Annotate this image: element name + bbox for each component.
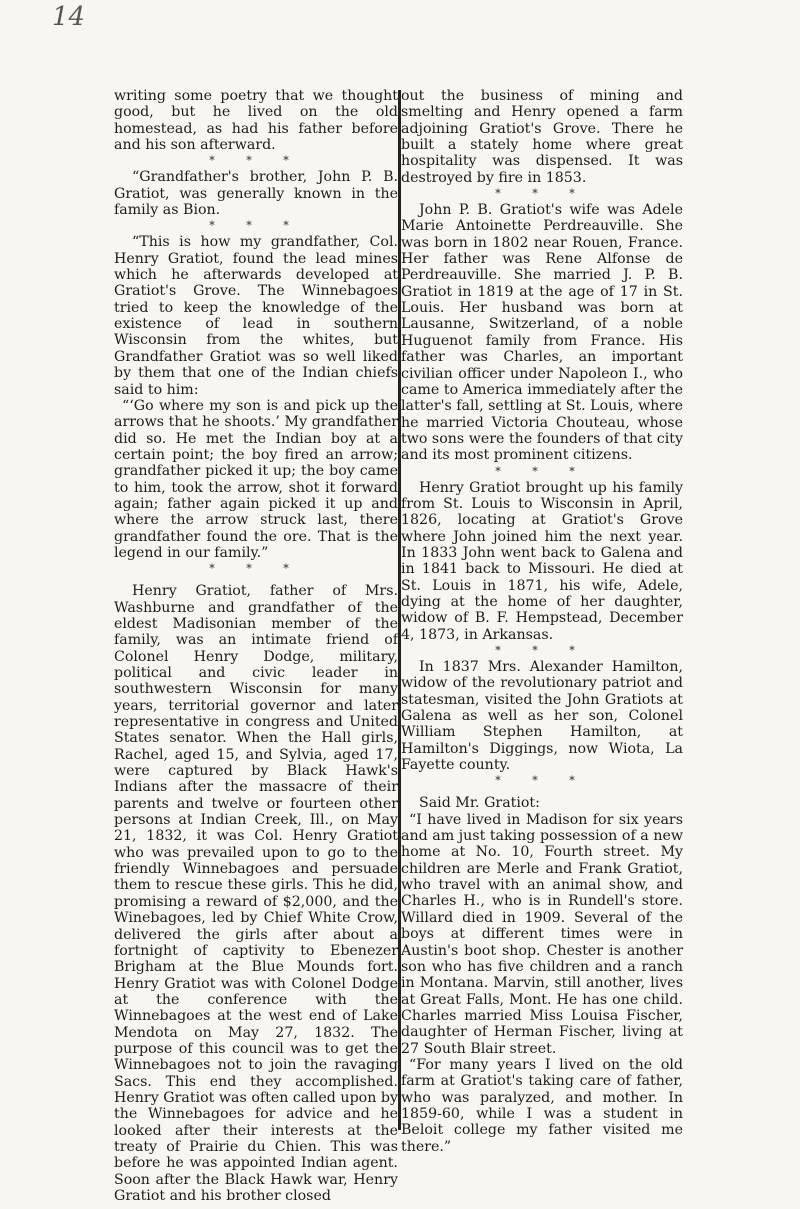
paragraph: In 1837 Mrs. Alexander Hamilton, widow of the revolutionary patriot and statesman, visited the John Gratiots at Galena as well as her son, Colonel William Stephen Hamilton, at Hamilton's Diggings, now Wiota, La Fayette county. xyxy=(401,659,683,774)
paragraph: Henry Gratiot brought up his family from St. Louis to Wisconsin in April, 1826, locating at Gratiot's Grove where John joined him the next year. In 1833 John went back to Galena and in 1841 back to Missouri. He died at St. Louis in 1871, his wife, Adele, dying at the home of her daughter, widow of B. F. Hempstead, December 4, 1873, in Arkansas. xyxy=(401,479,683,643)
page-number: 14 xyxy=(52,2,86,32)
paragraph: “I have lived in Madison for six years and am just taking possession of a new home at No. 10, Fourth street. My children are Merle and Frank Gratiot, who travel with an animal show, and Charles H., who is in Rundell's store. Willard died in 1909. Several of the boys at different times were in Austin's boot shop. Chester is another son who has five children and a ranch in Montana. Marvin, still another, lives at Great Falls, Mont. He has one child. Charles married Miss Louisa Fischer, daughter of Herman Fischer, living at 27 South Blair street. xyxy=(401,811,683,1057)
paragraph: John P. B. Gratiot's wife was Adele Marie Antoinette Perdreauville. She was born in 1802 near Rouen, France. Her father was Rene Alfonse de Perdreauville. She married J. P. B. Gratiot in 1819 at the age of 17 in St. Louis. Her husband was born at Lausanne, Switzerland, of a noble Huguenot family from France. His father was Charles, an important civilian officer under Napoleon I., who came to America immediately after the latter's fall, settling at St. Louis, where he married Victoria Chouteau, whose two sons were the founders of that city and its most prominent citizens. xyxy=(401,202,683,464)
left-column xyxy=(114,88,398,1204)
paragraph: writing some poetry that we thought good, but he lived on the old homestead, as had his father before and his son afterward. xyxy=(114,88,398,154)
section-separator: * * * xyxy=(495,774,589,788)
paragraph: “‘Go where my son is and pick up the arrows that he shoots.’ My grandfather did so. He met the Indian boy at a certain point; the boy fired an arrow; grandfather picked it up; the boy came to him, took the arrow, shot it forward again; father again picked it up and where the arrow struck last, there grandfather found the ore. That is the legend in our family.” xyxy=(114,397,398,561)
right-column xyxy=(401,88,683,1155)
section-separator: * * * xyxy=(495,187,589,201)
paragraph: out the business of mining and smelting and Henry opened a farm adjoining Gratiot's Grove. There he built a stately home where great hospitality was dispensed. It was destroyed by fire in 1853. xyxy=(401,88,683,186)
section-separator: * * * xyxy=(495,464,589,478)
section-separator: * * * xyxy=(209,562,303,576)
paragraph: “This is how my grandfather, Col. Henry Gratiot, found the lead mines which he afterwards developed at Gratiot's Grove. The Winnebagoes tried to keep the knowledge of the existence of lead in southern Wisconsin from the whites, but Grandfather Gratiot was so well liked by them that one of the Indian chiefs said to him: xyxy=(114,234,398,398)
section-separator: * * * xyxy=(209,219,303,233)
paragraph: Said Mr. Gratiot: xyxy=(419,795,540,812)
section-separator: * * * xyxy=(209,154,303,168)
paragraph: Henry Gratiot, father of Mrs. Washburne and grandfather of the eldest Madisonian member of the family, was an intimate friend of Colonel Henry Dodge, military, political and civic leader in southwestern Wisconsin for many years, territorial governor and later representative in congress and United States senator. When the Hall girls, Rachel, aged 15, and Sylvia, aged 17, were captured by Black Hawk's Indians after the massacre of their parents and twelve or fourteen other persons at Indian Creek, Ill., on May 21, 1832, it was Col. Henry Gratiot who was prevailed upon to go to the friendly Winnebagoes and persuade them to rescue these girls. This he did, promising a reward of $2,000, and the Winebagoes, led by Chief White Crow, delivered the girls after about a fortnight of captivity to Ebenezer Brigham at the Blue Mounds fort. Henry Gratiot was with Colonel Dodge at the conference with the Winnebagoes at the west end of Lake Mendota on May 27, 1832. The purpose of this council was to get the Winnebagoes not to join the ravaging Sacs. This end they accomplished. Henry Gratiot was often called upon by the Winnebagoes for advice and he looked after their interests at the treaty of Prairie du Chien. This was before he was appointed Indian agent. Soon after the Black Hawk war, Henry Gratiot and his brother closed xyxy=(114,583,398,1204)
paragraph: “For many years I lived on the old farm at Gratiot's taking care of father, who was paralyzed, and mother. In 1859-60, while I was a student in Beloit college my father visited me there.” xyxy=(401,1056,683,1155)
paragraph: “Grandfather's brother, John P. B. Gratiot, was generally known in the family as Bion. xyxy=(114,169,398,219)
section-separator: * * * xyxy=(495,644,589,657)
